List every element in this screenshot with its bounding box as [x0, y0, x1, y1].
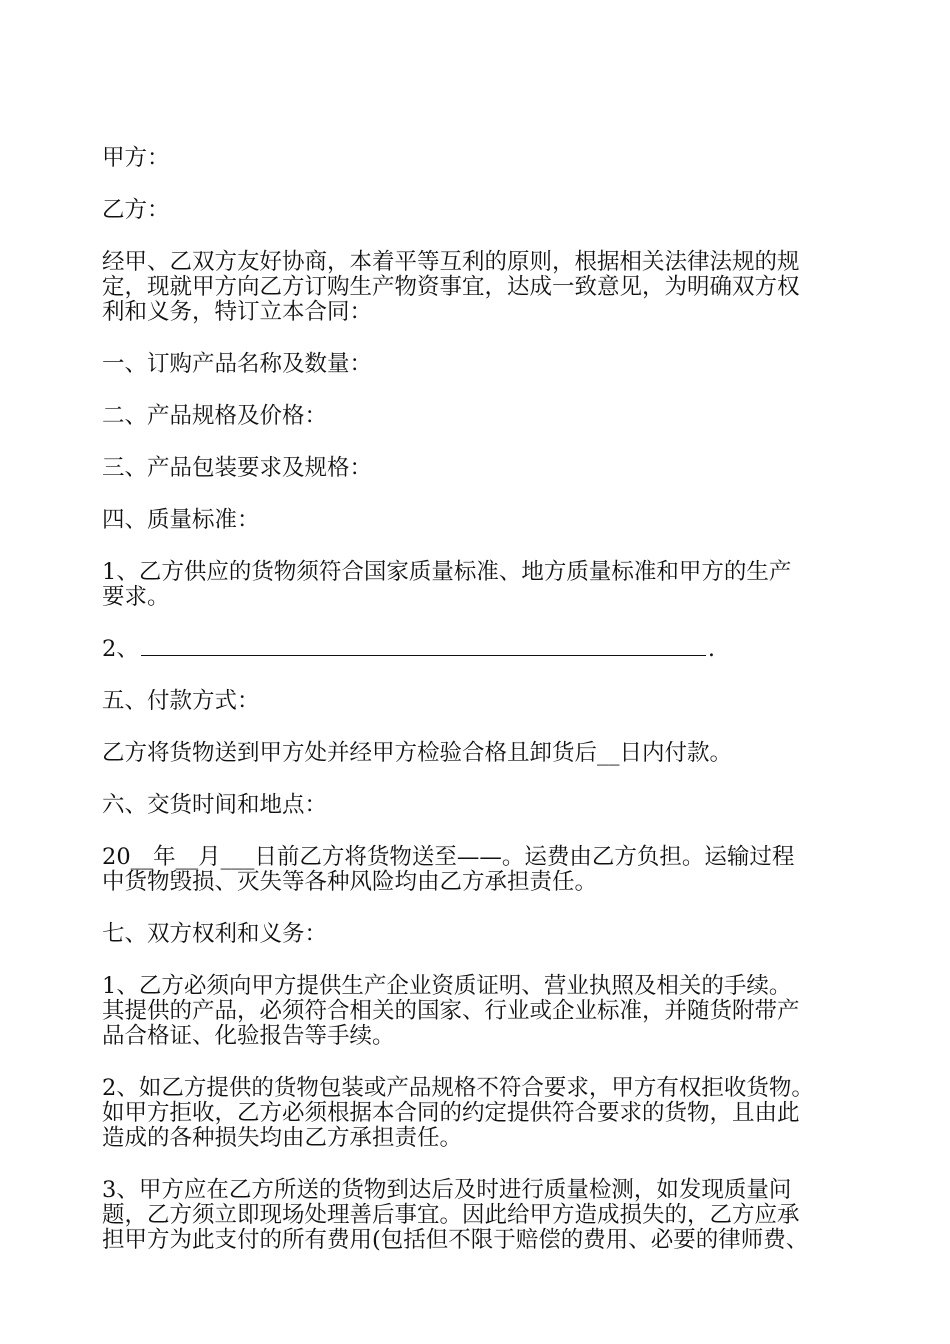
section-heading-products: 一、订购产品名称及数量：	[102, 351, 373, 377]
section-heading-payment: 五、付款方式：	[102, 688, 260, 714]
section-heading-rights-duties: 七、双方权利和义务：	[102, 921, 328, 947]
section-heading-delivery: 六、交货时间和地点：	[102, 792, 328, 818]
clause-end-period: .	[707, 636, 715, 662]
section-heading-quality: 四、质量标准：	[102, 507, 260, 533]
delivery-clause: 20__年__月___日前乙方将货物送至——。运费由乙方负担。运输过程 中货物毁损、灭失等各种风险均由乙方承担责任。	[102, 844, 795, 895]
payment-clause: 乙方将货物送到甲方处并经甲方检验合格且卸货后__日内付款。	[102, 740, 733, 766]
section-heading-packaging: 三、产品包装要求及规格：	[102, 455, 373, 481]
party-b-label: 乙方：	[102, 197, 170, 223]
quality-clause-1: 1、乙方供应的货物须符合国家质量标准、地方质量标准和甲方的生产 要求。	[102, 559, 792, 610]
clause-number: 2、	[102, 636, 139, 662]
fill-in-blank-line	[141, 637, 706, 656]
contract-body	[102, 146, 872, 1280]
section-heading-specs-price: 二、产品规格及价格：	[102, 403, 328, 429]
quality-clause-2	[102, 637, 872, 662]
duty-clause-2: 2、如乙方提供的货物包装或产品规格不符合要求，甲方有权拒收货物。 如甲方拒收，乙方必须根据本合同的约定提供符合要求的货物，且由此 造成的各种损失均由乙方承担责任。	[102, 1075, 814, 1151]
duty-clause-3: 3、甲方应在乙方所送的货物到达后及时进行质量检测，如发现质量问 题，乙方须立即现场处理善后事宜。因此给甲方造成损失的，乙方应承 担甲方为此支付的所有费用(包括但不限于赔偿的费用、必要的律师费、	[102, 1177, 809, 1253]
preamble-paragraph: 经甲、乙双方友好协商，本着平等互利的原则，根据相关法律法规的规 定，现就甲方向乙方订购生产物资事宜，达成一致意见，为明确双方权 利和义务，特订立本合同：	[102, 249, 800, 325]
duty-clause-1: 1、乙方必须向甲方提供生产企业资质证明、营业执照及相关的手续。 其提供的产品，必须符合相关的国家、行业或企业标准，并随货附带产 品合格证、化验报告等手续。	[102, 973, 800, 1049]
party-a-label: 甲方：	[102, 145, 170, 171]
